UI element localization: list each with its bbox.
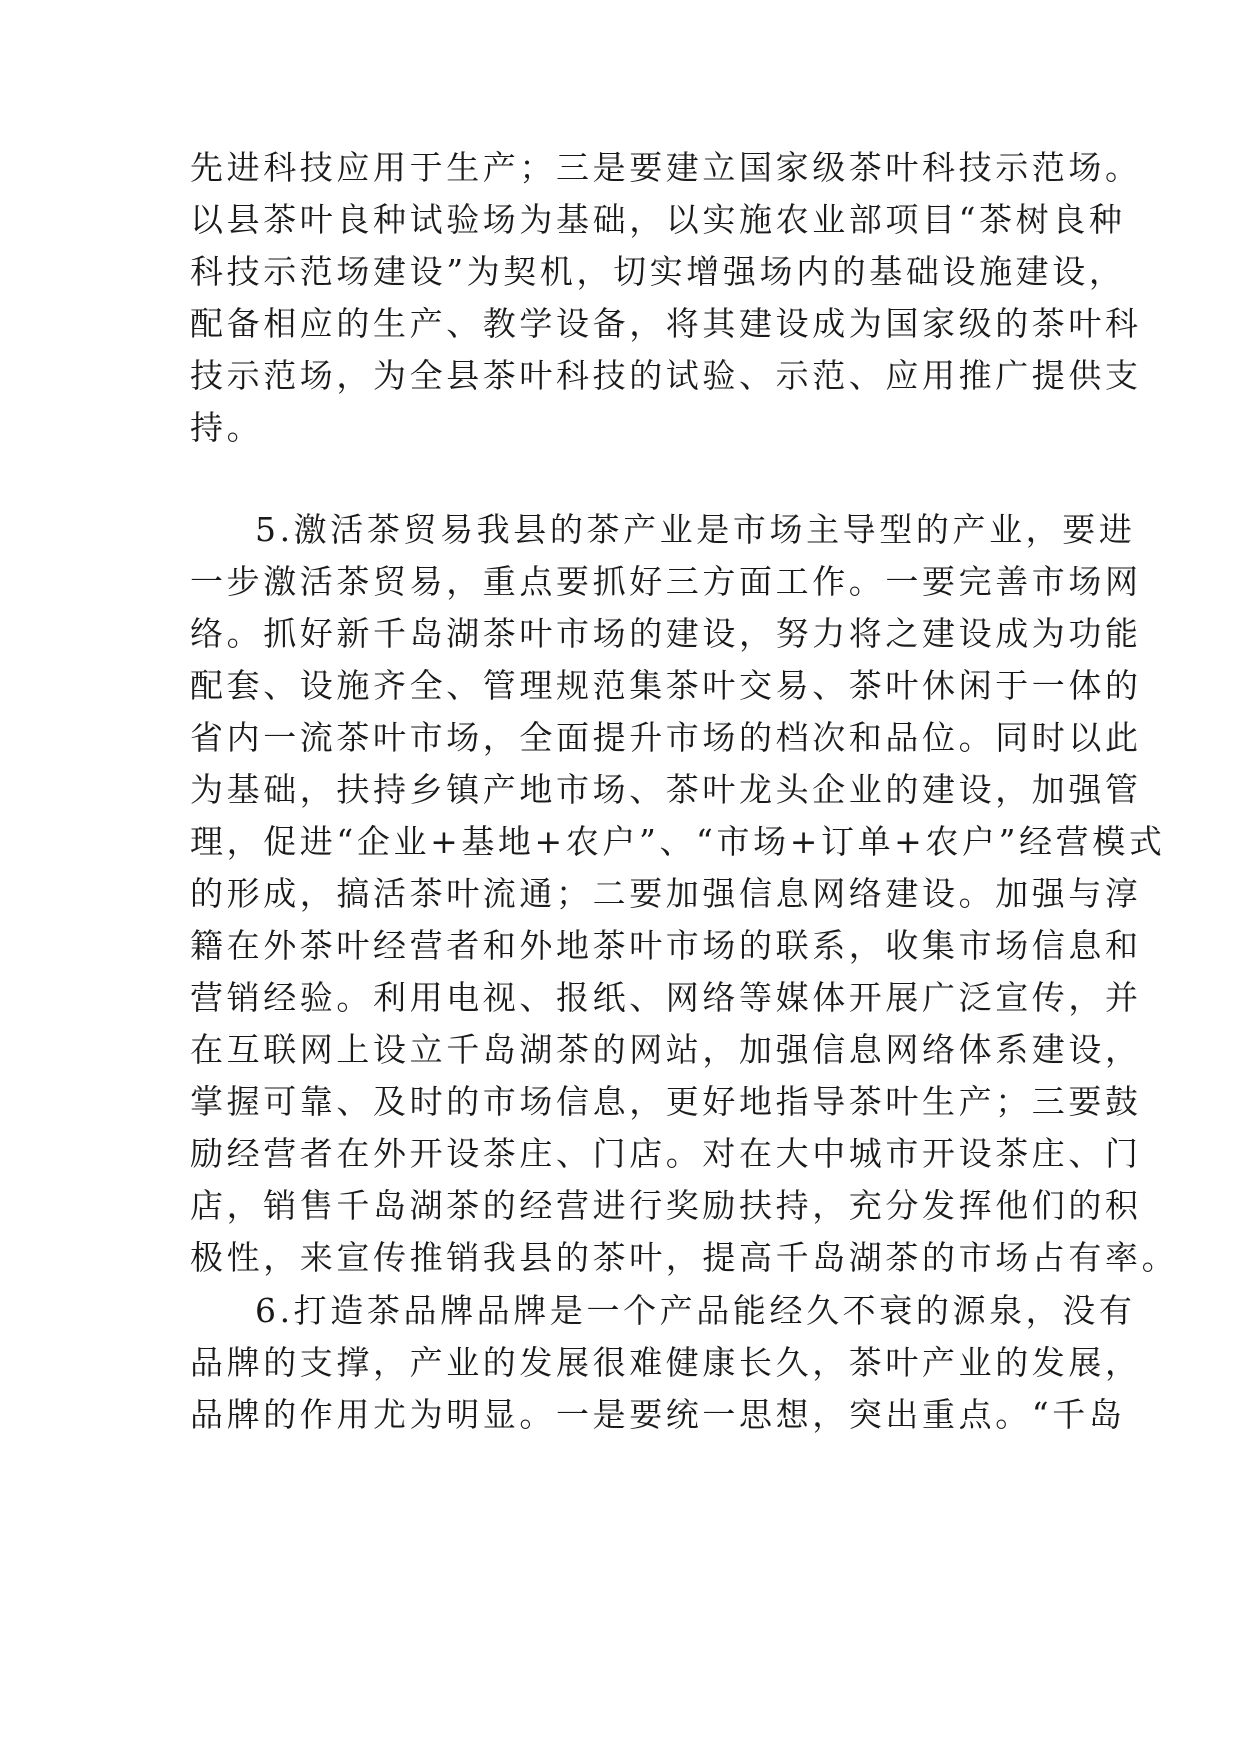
paragraph-start-line: 6.打造茶品牌品牌是一个产品能经久不衰的源泉，没有 [255, 1291, 1136, 1330]
text-line: 营销经验。利用电视、报纸、网络等媒体开展广泛宣传，并 [190, 978, 1142, 1017]
paragraph-start-line: 5.激活茶贸易我县的茶产业是市场主导型的产业，要进 [255, 510, 1136, 549]
text-line: 店，销售千岛湖茶的经营进行奖励扶持，充分发挥他们的积 [190, 1186, 1142, 1225]
text-line: 籍在外茶叶经营者和外地茶叶市场的联系，收集市场信息和 [190, 926, 1142, 965]
text-line: 络。抓好新千岛湖茶叶市场的建设，努力将之建设成为功能 [190, 614, 1142, 653]
text-line: 以县茶叶良种试验场为基础，以实施农业部项目“茶树良种 [190, 200, 1126, 239]
text-line: 配套、设施齐全、管理规范集茶叶交易、茶叶休闲于一体的 [190, 666, 1142, 705]
text-line: 品牌的支撑，产业的发展很难健康长久，茶叶产业的发展， [190, 1343, 1142, 1382]
text-line: 的形成，搞活茶叶流通；二要加强信息网络建设。加强与淳 [190, 874, 1142, 913]
text-line: 技示范场，为全县茶叶科技的试验、示范、应用推广提供支 [190, 356, 1142, 395]
text-line: 省内一流茶叶市场，全面提升市场的档次和品位。同时以此 [190, 718, 1142, 757]
text-line: 在互联网上设立千岛湖茶的网站，加强信息网络体系建设， [190, 1030, 1142, 1069]
text-line: 配备相应的生产、教学设备，将其建设成为国家级的茶叶科 [190, 304, 1142, 343]
text-line: 科技示范场建设”为契机，切实增强场内的基础设施建设， [190, 252, 1126, 291]
text-line: 掌握可靠、及时的市场信息，更好地指导茶叶生产；三要鼓 [190, 1082, 1142, 1121]
text-line: 一步激活茶贸易，重点要抓好三方面工作。一要完善市场网 [190, 562, 1142, 601]
text-line: 励经营者在外开设茶庄、门店。对在大中城市开设茶庄、门 [190, 1134, 1142, 1173]
text-line: 持。 [190, 408, 264, 447]
text-line: 为基础，扶持乡镇产地市场、茶叶龙头企业的建设，加强管 [190, 770, 1142, 809]
text-line: 品牌的作用尤为明显。一是要统一思想，突出重点。“千岛 [190, 1395, 1126, 1434]
text-line: 理，促进“企业+基地+农户”、“市场+订单+农户”经营模式 [190, 822, 1166, 861]
text-line: 先进科技应用于生产；三是要建立国家级茶叶科技示范场。 [190, 148, 1142, 187]
text-line: 极性，来宣传推销我县的茶叶，提高千岛湖茶的市场占有率。 [190, 1238, 1179, 1277]
